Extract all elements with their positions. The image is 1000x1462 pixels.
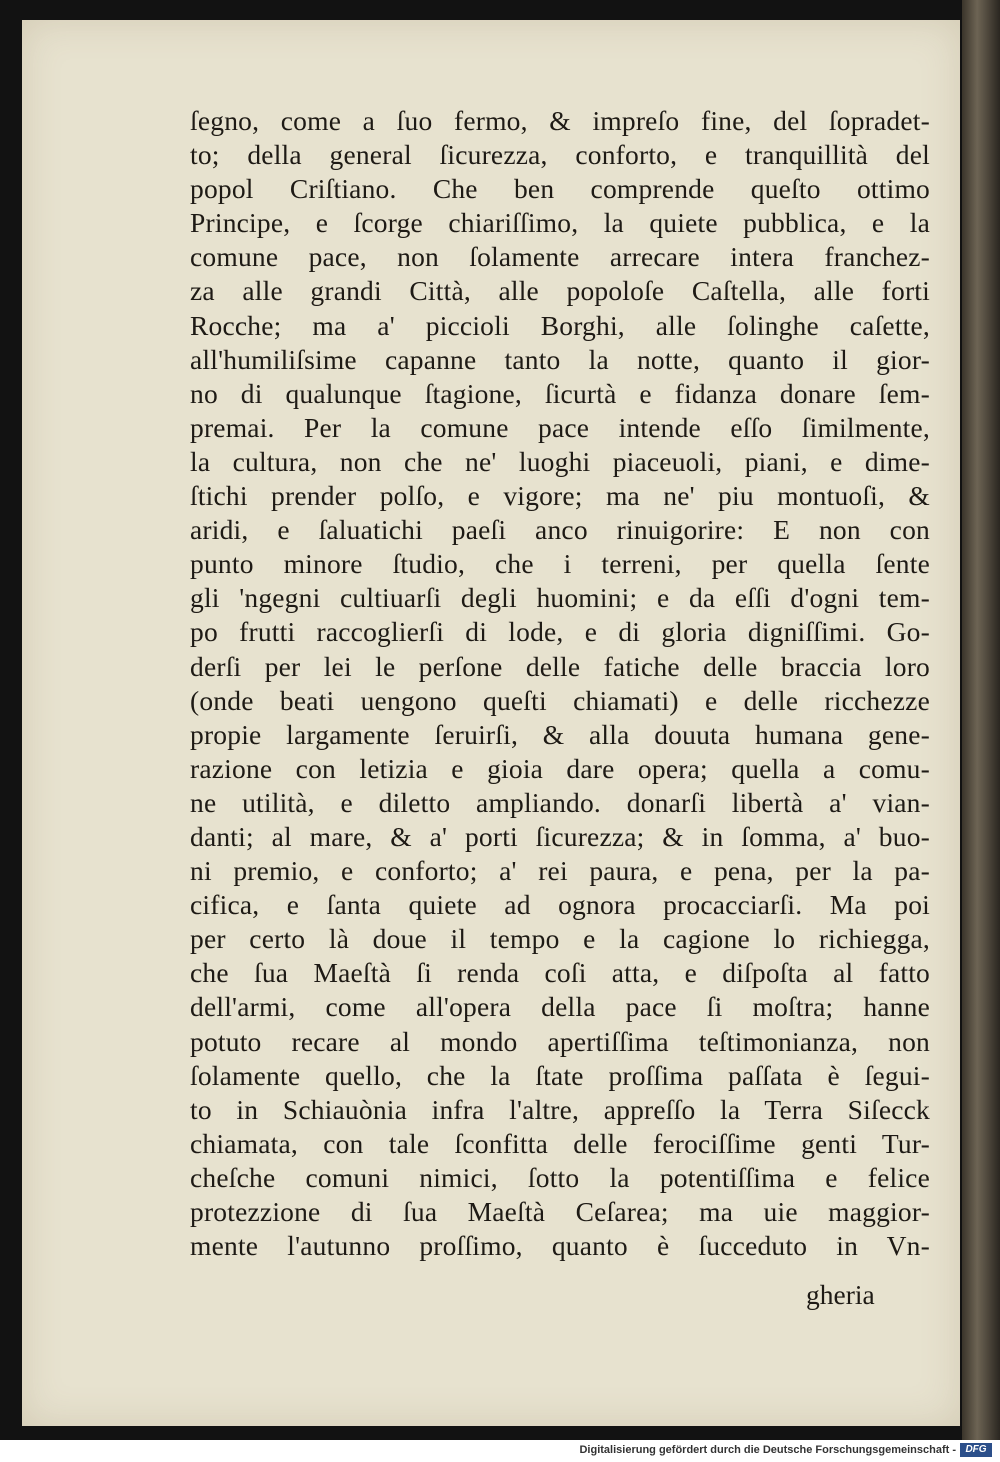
text-line: ſtichi prender polſo, e vigore; ma ne' piu montuoſi, & (190, 480, 930, 512)
text-line: danti; al mare, & a' porti ſicurezza; & in ſomma, a' buo- (190, 820, 930, 852)
text-line: za alle grandi Città, alle popoloſe Caſtella, alle forti (190, 275, 930, 307)
text-line: all'humiliſsime capanne tanto la notte, quanto il gior- (190, 343, 930, 375)
text-line: aridi, e ſaluatichi paeſi anco rinuigorire: E non con (190, 514, 930, 546)
body-text (190, 104, 930, 1263)
footer (0, 1440, 1000, 1462)
text-line: la cultura, non che ne' luoghi piaceuoli, piani, e dime- (190, 445, 930, 477)
footer-credit: Digitalisierung gefördert durch die Deutsche Forschungsgemeinschaft - (579, 1444, 956, 1456)
text-line: protezzione di ſua Maeſtà Ceſarea; ma uie maggior- (190, 1196, 930, 1227)
text-line: to in Schiauònia infra l'altre, appreſſo la Terra Siſecck (190, 1093, 930, 1125)
text-line: Rocche; ma a' piccioli Borghi, alle ſolinghe caſette, (190, 309, 930, 341)
text-line: premai. Per la comune pace intende eſſo ſimilmente, (190, 411, 930, 443)
catchword: gheria (806, 1279, 875, 1310)
text-line: derſi per lei le perſone delle fatiche delle braccia loro (190, 650, 930, 682)
text-line: gli 'ngegni cultiuarſi degli huomini; e da eſſi d'ogni tem- (190, 582, 930, 614)
text-line: ſolamente quello, che la ſtate proſſima paſſata è ſegui- (190, 1059, 930, 1091)
text-line: mente l'autunno proſſimo, quanto è ſucceduto in Vn- (190, 1230, 930, 1262)
text-line: per certo là doue il tempo e la cagione lo richiegga, (190, 923, 930, 955)
text-line: punto minore ſtudio, che i terreni, per quella ſente (190, 548, 930, 580)
text-line: (onde beati uengono queſti chiamati) e delle ricchezze (190, 684, 930, 716)
book-page-edges (962, 0, 1000, 1440)
text-line: cheſche comuni nimici, ſotto la potentiſſima e felice (190, 1161, 930, 1193)
text-line: no di qualunque ſtagione, ſicurtà e fidanza donare ſem- (190, 377, 930, 409)
text-line: chiamata, con tale ſconfitta delle ferociſſime genti Tur- (190, 1127, 930, 1159)
text-line: potuto recare al mondo apertiſſima teſtimonianza, non (190, 1025, 930, 1057)
text-line: ni premio, e conforto; a' rei paura, e pena, per la pa- (190, 855, 930, 887)
text-line: razione con letizia e gioia dare opera; quella a comu- (190, 752, 930, 784)
text-line: ſegno, come a ſuo fermo, & impreſo fine, del ſopradet- (190, 105, 930, 136)
text-line: che ſua Maeſtà ſi renda coſi atta, e diſpoſta al fatto (190, 957, 930, 989)
text-line: cifica, e ſanta quiete ad ognora procacciarſi. Ma poi (190, 889, 930, 921)
text-line: to; della general ſicurezza, conforto, e tranquillità del (190, 139, 930, 171)
text-line: Principe, e ſcorge chiariſſimo, la quiete pubblica, e la (190, 207, 930, 239)
text-line: comune pace, non ſolamente arrecare intera franchez- (190, 241, 930, 273)
text-line: popol Criſtiano. Che ben comprende queſto ottimo (190, 173, 930, 205)
dfg-logo-icon[interactable]: DFG (960, 1443, 992, 1457)
text-line: propie largamente ſeruirſi, & alla douuta humana gene- (190, 718, 930, 750)
text-line: ne utilità, e diletto ampliando. donarſi libertà a' vian- (190, 786, 930, 818)
text-line: po frutti raccoglierſi di lode, e di gloria digniſſimi. Go- (190, 616, 930, 648)
text-line: dell'armi, come all'opera della pace ſi moſtra; hanne (190, 991, 930, 1023)
